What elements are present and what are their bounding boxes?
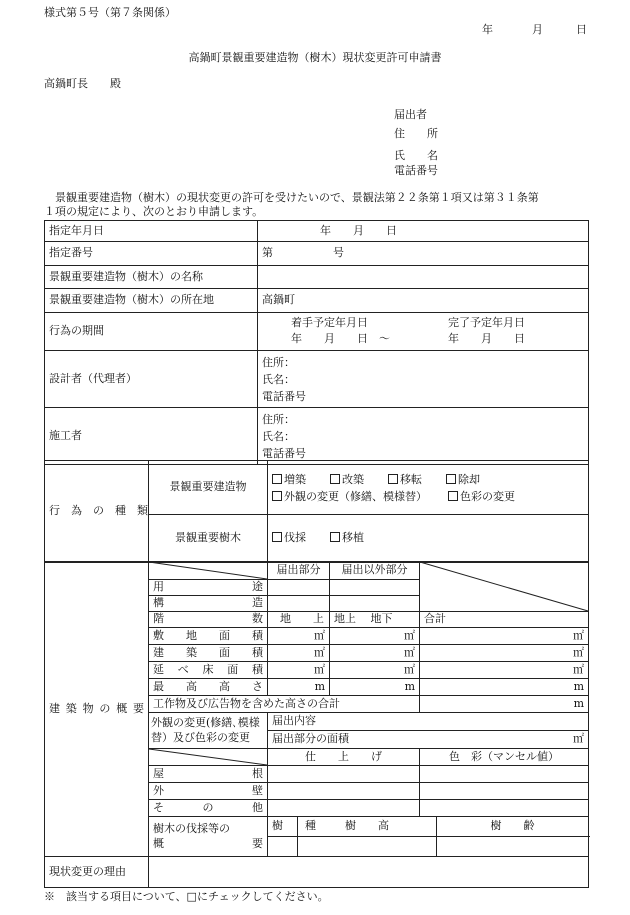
max-height-reported[interactable]: m (268, 679, 330, 696)
designer-label: 設計者（代理者） (45, 351, 258, 408)
contractor-address-label: 住所： (262, 412, 295, 426)
check-transplant[interactable]: 移植 (330, 531, 364, 544)
period-end-date: 年 月 日 (448, 331, 525, 345)
designation-date-value: 年 月 日 (320, 223, 397, 237)
structure-location-label: 景観重要建造物（樹木）の所在地 (45, 289, 258, 313)
period-field[interactable] (258, 313, 589, 351)
structure-label: 構 造 (149, 596, 268, 612)
designer-phone-label: 電話番号 (262, 389, 306, 403)
structure-location-value: 高鍋町 (262, 293, 295, 307)
finish-header: 仕 上 げ (268, 749, 420, 766)
site-area-other[interactable]: ㎡ (330, 628, 420, 645)
structure-type-options (268, 461, 589, 515)
tree-species-header: 樹 種 (268, 817, 298, 837)
contractor-phone-label: 電話番号 (262, 446, 306, 460)
designation-no-label: 指定番号 (45, 242, 258, 266)
structure-name-label: 景観重要建造物（樹木）の名称 (45, 266, 258, 289)
applicant-name-label: 氏 名 (394, 149, 438, 162)
check-removal[interactable]: 除却 (446, 473, 480, 486)
date-day: 日 (576, 23, 587, 36)
check-rebuild[interactable]: 改築 (330, 471, 388, 488)
check-felling[interactable]: 伐採 (272, 531, 330, 545)
contractor-name-label: 氏名： (262, 429, 295, 443)
use-reported-field[interactable] (268, 580, 330, 596)
max-height-total[interactable]: m (420, 679, 589, 696)
diagonal-header-cell (149, 562, 268, 580)
period-start-date: 年 月 日 〜 (291, 331, 390, 345)
applicant-phone-label: 電話番号 (394, 164, 438, 177)
floor-area-label: 延 べ 床 面 積 (149, 662, 268, 679)
checkbox-icon (388, 474, 398, 484)
color-header: 色 彩（マンセル値） (420, 749, 589, 766)
other-label: そ の 他 (149, 800, 268, 817)
structure-name-field[interactable] (258, 266, 589, 289)
building-area-other[interactable]: ㎡ (330, 645, 420, 662)
building-area-label: 建 築 面 積 (149, 645, 268, 662)
designation-no-prefix: 第 (262, 246, 273, 260)
reason-label: 現状変更の理由 (45, 857, 149, 888)
site-area-total[interactable]: ㎡ (420, 628, 589, 645)
checkbox-icon (448, 491, 458, 501)
designation-date-field[interactable] (258, 221, 589, 242)
designation-no-field[interactable] (258, 242, 589, 266)
roof-color-field[interactable] (420, 766, 589, 783)
change-label: 外観の変更(修繕､模様 替）及び色彩の変更 (149, 713, 268, 749)
date-month: 月 (532, 23, 543, 36)
floors-label: 階 数 (149, 612, 268, 628)
ad-height-field[interactable]: m (420, 696, 589, 713)
check-color-change[interactable]: 色彩の変更 (448, 490, 515, 503)
check-exterior-change[interactable]: 外観の変更（修繕、模様替） (272, 488, 448, 505)
reason-field[interactable] (149, 857, 589, 888)
tree-height-field[interactable] (298, 837, 437, 857)
ad-height-label: 工作物及び広告物を含めた高さの合計 (149, 696, 420, 713)
change-content-field[interactable]: 届出内容 (268, 713, 589, 731)
contractor-field[interactable] (258, 408, 589, 465)
addressee: 高鍋町長 殿 (44, 77, 121, 90)
action-type-table (44, 460, 589, 563)
structure-reported-field[interactable] (268, 596, 330, 612)
action-type-label: 行 為 の 種 類 (45, 461, 149, 563)
roof-label: 屋 根 (149, 766, 268, 783)
checkbox-icon (272, 491, 282, 501)
wall-label: 外 壁 (149, 783, 268, 800)
col-reported: 届出部分 (268, 562, 330, 580)
site-area-label: 敷 地 面 積 (149, 628, 268, 645)
form-number: 様式第５号（第７条関係） (44, 6, 176, 19)
tree-type-label: 景観重要樹木 (149, 515, 268, 563)
roof-finish-field[interactable] (268, 766, 420, 783)
contractor-label: 施工者 (45, 408, 258, 465)
col-other: 届出以外部分 (330, 562, 420, 580)
floor-area-total[interactable]: ㎡ (420, 662, 589, 679)
intro-line-1: 景観重要建造物（樹木）の現状変更の許可を受けたいので、景観法第２２条第１項又は第３１条第 (44, 191, 539, 204)
form-title: 高鍋町景観重要建造物（樹木）現状変更許可申請書 (188, 51, 442, 64)
check-relocation[interactable]: 移転 (388, 471, 446, 488)
change-area-field[interactable]: 届出部分の面積 ㎡ (268, 731, 589, 749)
structure-other-field[interactable] (330, 596, 420, 612)
structure-type-label: 景観重要建造物 (149, 461, 268, 515)
max-height-other[interactable]: m (330, 679, 420, 696)
building-area-reported[interactable]: ㎡ (268, 645, 330, 662)
check-extension[interactable]: 増築 (272, 471, 330, 488)
checkbox-icon (330, 474, 340, 484)
applicant-label: 届出者 (394, 108, 427, 121)
designer-address-label: 住所： (262, 355, 295, 369)
diagonal-block (420, 562, 589, 612)
designation-no-suffix: 号 (333, 246, 344, 260)
other-color-field[interactable] (420, 800, 589, 817)
wall-color-field[interactable] (420, 783, 589, 800)
floor-area-reported[interactable]: ㎡ (268, 662, 330, 679)
max-height-label: 最 高 高 さ (149, 679, 268, 696)
checkbox-icon (272, 532, 282, 542)
tree-height-header: 樹 高 (298, 817, 437, 837)
building-table (44, 561, 589, 888)
date-year: 年 (482, 23, 493, 36)
footnote: ※ 該当する項目について、□にチェックしてください。 (44, 890, 329, 903)
wall-finish-field[interactable] (268, 783, 420, 800)
building-area-total[interactable]: ㎡ (420, 645, 589, 662)
finish-diagonal-cell (149, 749, 268, 766)
period-start-label: 着手予定年月日 (291, 315, 368, 329)
tree-overview-label: 樹木の伐採等の 概 要 (149, 817, 268, 857)
floors-total-field[interactable]: 合計 (420, 612, 589, 628)
checkbox-icon (272, 474, 282, 484)
designer-name-label: 氏名： (262, 372, 295, 386)
intro-line-2: １項の規定により、次のとおり申請します。 (44, 205, 264, 218)
checkbox-icon (446, 474, 456, 484)
building-overview-label: 建 築 物 の 概 要 (45, 562, 149, 857)
period-end-label: 完了予定年月日 (448, 315, 525, 329)
other-finish-field[interactable] (268, 800, 420, 817)
tree-age-header: 樹 齢 (437, 817, 589, 837)
info-table (44, 220, 589, 465)
structure-location-field[interactable] (258, 289, 589, 313)
use-label: 用 途 (149, 580, 268, 596)
floors-reported-field[interactable]: 地 上 (268, 612, 330, 628)
applicant-address-label: 住 所 (394, 127, 438, 140)
designation-date-label: 指定年月日 (45, 221, 258, 242)
checkbox-icon (330, 532, 340, 542)
tree-type-options (268, 515, 589, 563)
floors-other-field[interactable]: 地上 地下 (330, 612, 420, 628)
site-area-reported[interactable]: ㎡ (268, 628, 330, 645)
designer-field[interactable] (258, 351, 589, 408)
use-other-field[interactable] (330, 580, 420, 596)
floor-area-other[interactable]: ㎡ (330, 662, 420, 679)
tree-age-field[interactable] (437, 837, 589, 857)
tree-species-field[interactable] (268, 837, 298, 857)
period-label: 行為の期間 (45, 313, 258, 351)
